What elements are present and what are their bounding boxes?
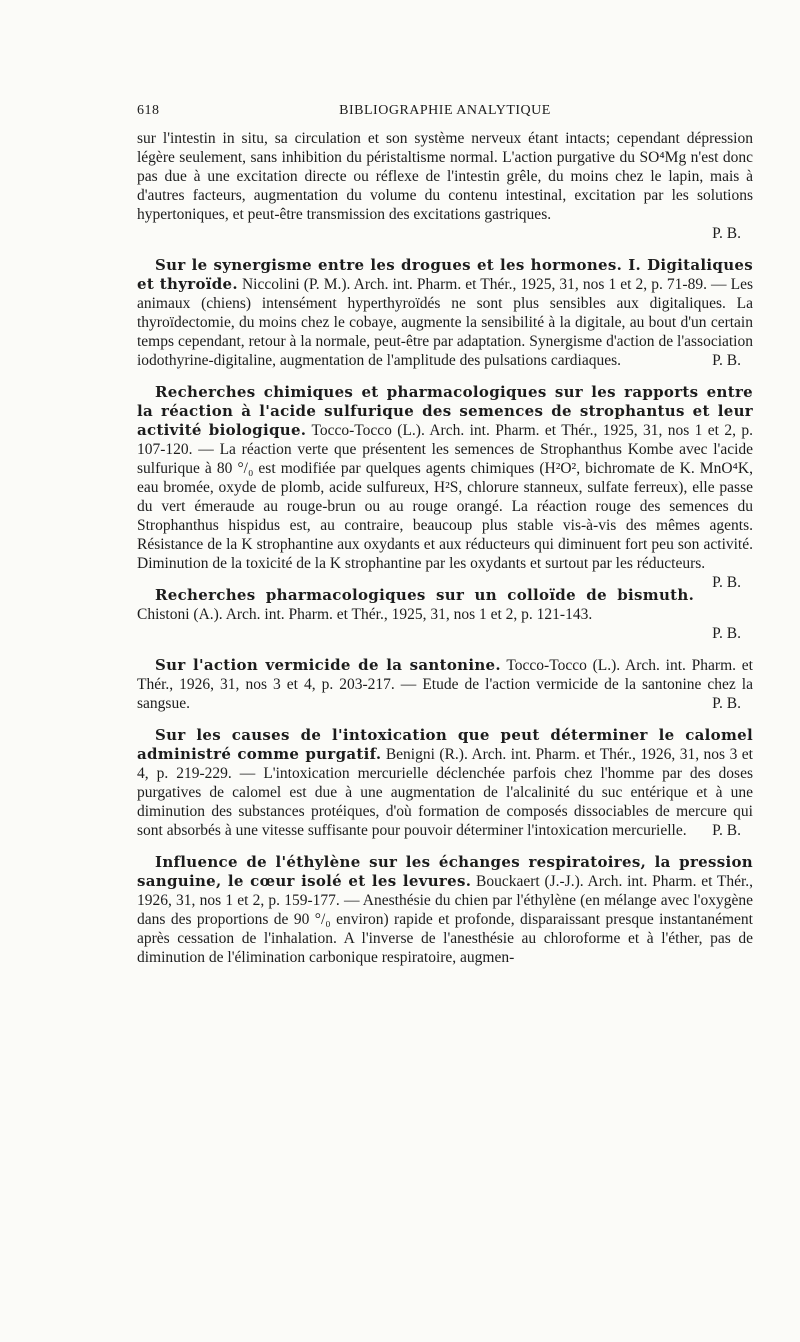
entry-title: Influence de l'éthylène sur les échanges respiratoires, la pression sanguine, le cœur isolé et les levures.	[137, 853, 753, 890]
signature: P. B.	[712, 574, 741, 591]
continuation-text: sur l'intestin in situ, sa circulation et son système nerveux étant intacts; cependant dépression légère seulement, sans inhibition du péristaltisme normal. L'action purgative du SO⁴Mg n'est donc pas due à une excitation directe ou réflexe de l'intestin grêle, du moins chez le lapin, mais à d'autres facteurs, augmentation du volume du contenu intestinal, excitation par les solutions hypertoniques, et peut-être transmission des excitations gastriques.	[137, 130, 753, 223]
page-number: 618	[137, 103, 160, 118]
entry-title: Sur les causes de l'intoxication que peut déterminer le calomel administré comme purgatif.	[137, 726, 753, 763]
signature: P. B.	[712, 352, 741, 369]
entry-title: Sur le synergisme entre les drogues et les hormones. I. Digitaliques et thyroïde.	[137, 256, 753, 293]
bibliography-entry	[137, 853, 753, 967]
signature: P. B.	[712, 225, 741, 242]
entry-abstract: Anesthésie du chien par l'éthylène (en mélange avec l'oxygène dans des proportions de 90 °/₀ environ) rapide et profonde, disparaissant presque instantanément après cessation de l'inhalation. A l'inverse de l'anesthésie au chloroforme et à l'éther, pas de diminution de l'élimination carbonique respiratoire, augmen-	[137, 892, 753, 966]
entry-citation: Tocco-Tocco (L.). Arch. int. Pharm. et Thér., 1925, 31, nos 1 et 2, p. 107-120. —	[137, 422, 753, 458]
signature: P. B.	[712, 822, 741, 839]
entry-citation: Chistoni (A.). Arch. int. Pharm. et Thér., 1925, 31, nos 1 et 2, p. 121-143.	[137, 606, 593, 623]
page-body	[137, 129, 753, 967]
entry-citation: Niccolini (P. M.). Arch. int. Pharm. et Thér., 1925, 31, nos 1 et 2, p. 71-89. —	[241, 276, 727, 293]
bibliography-entry	[137, 383, 754, 591]
page-header	[137, 103, 753, 123]
signature: P. B.	[712, 625, 741, 642]
entry-citation: Bouckaert (J.-J.). Arch. int. Pharm. et Thér., 1926, 31, nos 1 et 2, p. 159-177. —	[137, 873, 754, 909]
entry-title: Sur l'action vermicide de la santonine.	[155, 656, 501, 674]
entry-title: Recherches chimiques et pharmacologiques sur les rapports entre la réaction à l'acide sulfurique des semences de strophantus et leur activité biologique.	[137, 383, 753, 439]
bibliography-entry	[137, 256, 753, 370]
entry-abstract: L'intoxication mercurielle déclenchée parfois chez l'homme par des doses purgatives de calomel est due à une augmentation de l'alcalinité du suc entérique et à une diminution des substances protéiques, d'où formation de composés dissociables de mercure qui sont absorbés à une vitesse suffisante pour pouvoir déterminer l'intoxication mercurielle.	[137, 765, 754, 839]
running-title: BIBLIOGRAPHIE ANALYTIQUE	[339, 103, 551, 118]
bibliography-entry	[137, 586, 753, 643]
entry-abstract: Etude de l'action vermicide de la santonine chez la sangsue.	[137, 676, 753, 712]
signature: P. B.	[712, 695, 741, 712]
entry-abstract: La réaction verte que présentent les semences de Strophanthus Kombe avec l'acide sulfurique à 80 °/₀ est modifiée par quelques agents chimiques (H²O², bichromate de K. MnO⁴K, eau bromée, oxyde de plomb, acide sulfureux, H²S, chlorure stanneux, sulfate ferreux), elle passe du vert émeraude au rouge-brun ou au rouge orangé. La réaction rouge des semences du Strophanthus hispidus est, au contraire, beaucoup plus stable vis-à-vis des mêmes agents. Résistance de la K strophantine aux oxydants et aux réducteurs qui diminuent fort peu son activité. Diminution de la toxicité de la K strophantine par les oxydants et surtout par les réducteurs.	[137, 441, 754, 572]
entry-abstract: Les animaux (chiens) intensément hyperthyroïdés ne sont plus sensibles aux digitaliques. La thyroïdectomie, du moins chez le cobaye, augmente la sensibilité à la digitale, au bout d'un certain temps cependant, retour à la normale, peut-être par adaptation. Synergisme d'action de l'association iodothyrine-digitaline, augmentation de l'amplitude des pulsations cardiaques.	[137, 276, 754, 369]
bibliography-entry	[137, 656, 753, 713]
bibliography-entry	[137, 726, 753, 840]
continuation-paragraph	[137, 129, 753, 243]
entry-citation: Tocco-Tocco (L.). Arch. int. Pharm. et Thér., 1926, 31, nos 3 et 4, p. 203-217. —	[137, 657, 753, 693]
entry-title: Recherches pharmacologiques sur un colloïde de bismuth.	[155, 586, 695, 604]
entry-citation: Benigni (R.). Arch. int. Pharm. et Thér., 1926, 31, nos 3 et 4, p. 219-229. —	[137, 746, 753, 782]
